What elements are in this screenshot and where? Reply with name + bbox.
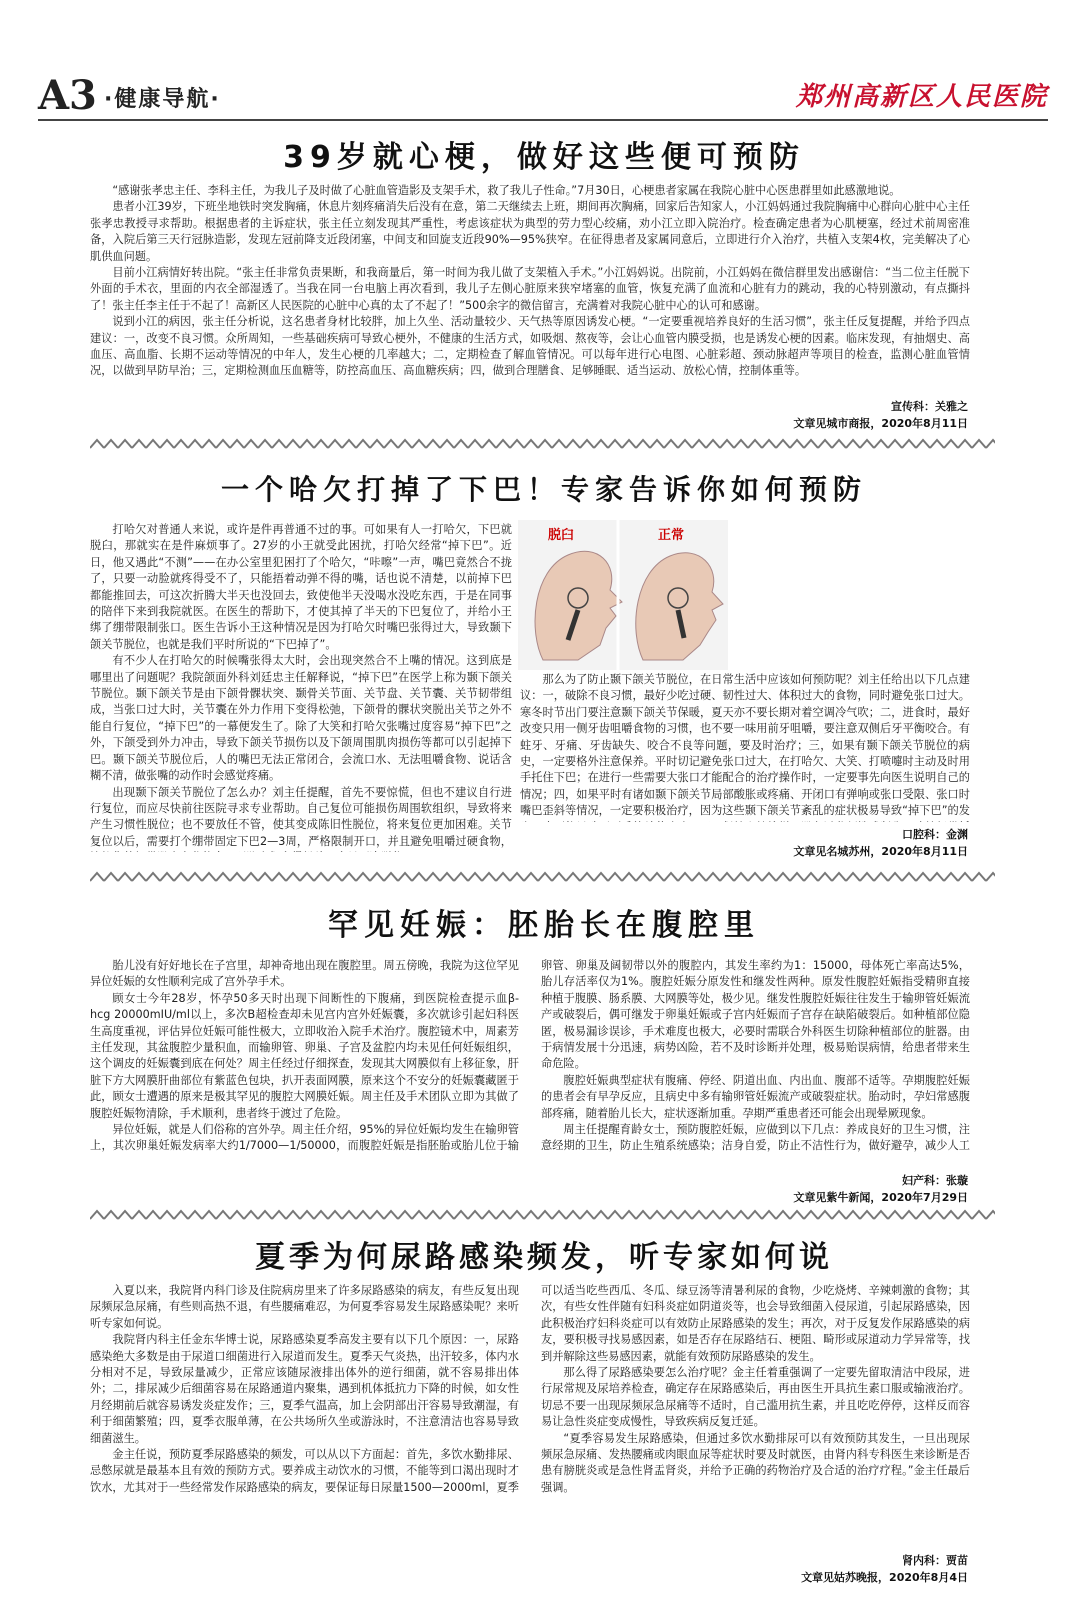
article-1-title: 39岁就心梗，做好这些便可预防: [283, 140, 805, 175]
article-3-paragraph: 腹腔妊娠典型症状有腹痛、停经、阴道出血、内出血、腹部不适等。孕期腹腔妊娠的患者会有早孕反应，且病史中多有输卵管妊娠流产或破裂症状。胎动时，孕妇常感腹部疼痛，随着胎儿长大，症状逐渐加重。孕期严重患者还可能会出现晕厥现象。: [541, 1073, 970, 1120]
article-4-author: 肾内科：贾苗: [902, 1554, 968, 1567]
article-4-source: 文章见姑苏晚报，2020年8月4日: [801, 1571, 968, 1584]
section-divider: [90, 870, 995, 884]
page-header: [38, 70, 1048, 118]
article-1-source: 文章见城市商报，2020年8月11日: [793, 417, 968, 430]
article-2-credit: [700, 826, 968, 860]
article-3-title: 罕见妊娠：胚胎长在腹腔里: [328, 908, 760, 943]
article-2-paragraph: 出现颞下颌关节脱位了怎么办？刘主任提醒，首先不要惊慌，但也不建议自行进行复位，而应尽快前往医院寻求专业帮助。自己复位可能损伤周围软组织，导致将来产生习惯性脱位；也不要放任不管，使其变成陈旧性脱位，将来复位更加困难。关节复位以后，需要打个绷带固定下巴2—3周，严格限制开口，并且避免咀嚼过硬食物，: [90, 785, 512, 848]
jaw-illustration: [518, 520, 728, 670]
article-4-title: 夏季为何尿路感染频发，听专家如何说: [255, 1240, 833, 1275]
article-3-paragraph: 胎儿没有好好地长在子宫里，却神奇地出现在腹腔里。周五傍晚，我院为这位罕见异位妊娠的女性顺利完成了宫外孕手术。: [90, 959, 519, 989]
article-2-body-left: [90, 522, 512, 852]
article-2-title: 一个哈欠打掉了下巴！专家告诉你如何预防: [220, 473, 867, 506]
article-4-body: [90, 1283, 970, 1548]
article-1-paragraph: 说到小江的病因，张主任分析说，这名患者身材比较胖，加上久坐、活动量较少、天气热等原因诱发心梗。“一定要重视培养良好的生活习惯”，张主任反复提醒，并给予四点建议：一，改变不良习惯。众所周知，一些基础疾病可导致心梗外，不健康的生活方式，如吸烟、熬夜等，会让心血管内膜受损，也是诱发心梗的因素。临床发现，有抽烟史、高血压、高血脂、长期不运动等情况的中年人，发生心梗的几率越大；二，定期检查了解血管情况。可以每年进行心电图、心脏彩超、颈动脉超声等项目的检查，监测心脏血管情况，以做到早防早治；三，定期检测血压血糖等，防控高血压、高血糖疾病；四，做到合理膳食、足够睡眠、适当运动、放松心情，控制体重等。: [90, 315, 970, 378]
article-3-author: 妇产科：张璇: [902, 1174, 968, 1187]
article-1-paragraph: 患者小江39岁，下班坐地铁时突发胸痛，休息片刻疼痛消失后没有在意，第二天继续去上班，期间再次胸痛，回家后告知家人，小江妈妈通过我院胸痛中心群向心脏中心主任张孝忠教授寻求帮助。根据患者的主诉症状，张主任立刻发现其严重性，考虑该症状为典型的劳力型心绞痛，劝小江立即入院治疗。检查确定患者为心肌梗塞，经过术前周密准备，入院后第三天行冠脉造影，发现左冠前降支近段闭塞，中间支和回旋支近段90%—95%狭窄。在征得患者及家属同意后，立即进行介入治疗，共植入支架4枚，完美解决了心肌供血问题。: [90, 200, 970, 263]
article-3-body: [90, 958, 970, 1168]
article-3-credit: [700, 1172, 968, 1206]
article-2-paragraph: 那么为了防止颞下颌关节脱位，在日常生活中应该如何预防呢？刘主任给出以下几点建议：一，破除不良习惯，最好少吃过硬、韧性过大、体积过大的食物，同时避免张口过大。寒冬时节出门要注意颞下颌关节保暖，夏天亦不要长期对着空调冷气吹；二，进食时，最好改变只用一侧牙齿咀嚼食物的习惯，也不要一味用前牙咀嚼，要注意双侧后牙平衡咬合。有蛀牙、牙痛、牙齿缺失、咬合不良等问题，要及时治疗；三，如果有颞下颌关节脱位的病史，一定要格外注意保养。平时切记避免张口过大，在打哈欠、大笑、打喷嚏时主动及时用手托住下巴；在进行一些需要大张口才能配合的治疗操作时，一定要事先向医生说明自己的情况；四，如果平时有诸如颞下颌关节局部酸胀或疼痛、开闭口有弹响或张口受限、张口时嘴巴歪斜等情况，一定要积极治疗，因为这些颞下颌关节紊乱的症状极易导致“掉下巴”的发: [520, 673, 970, 818]
article-1-paragraph: 目前小江病情好转出院。“张主任非常负责果断，和我商量后，第一时间为我儿做了支架植入手术。”小江妈妈说。出院前，小江妈妈在微信群里发出感谢信：“当二位主任脱下外面的手术衣，里面的内衣全部湿透了。当我在同一台电脑上再次看到，我儿子左侧心脏原来狭窄堵塞的血管，恢复充满了血流和心脏有力的跳动，我的心特别激动，有点撕抖了！张主任李主任于不起了！高新区人民医院的心脏中心真的太了不起了！”500余字的微信留言，充满着对我院心脏中心的认可和感谢。: [90, 266, 970, 312]
article-4-paragraph: 我院肾内科主任金东华博士说，尿路感染夏季高发主要有以下几个原因：一，尿路感染绝大多数是由于尿道口细菌进行入尿道而发生。夏季天气炎热，出汗较多，体内水分相对不足，导致尿量减少，正常应该随尿液排出体外的逆行细菌，就不容易排出体外；二，排尿减少后细菌容易在尿路通道内聚集，遇到机体抵抗力下降的时候，如女性月经期前后就容易诱发炎症发作；三，夏季气温高，加上会阴部出汗容易导致潮湿，有利于细菌繁殖；四，夏季衣服单薄，在公共场所久坐或游泳时，不注意清洁也容易导致细菌滋生。: [90, 1333, 519, 1445]
article-4-paragraph: 金主任说，预防夏季尿路感染的频发，可以从以下方面起：首先，多饮水勤排尿、忌憋尿就是最基本且有效的预防方式。要养成主动饮水的习惯，不能等到口渴出现时才饮水，尤其对于一些经常发作尿路感染的病友，要保证每日尿量1500—2000ml，夏季可以适当吃些西瓜、冬瓜、绿豆汤等清暑利尿的食物，少吃烧烤、辛辣刺激的食物；其次，有些女性伴随有妇科炎症如阴道炎等，也会导致细菌入侵尿道，引起尿路感染，因此积极治疗妇科炎症可以有效防止尿路感染的发生；再次，对于反复发作尿路感染的病友，要积极寻找易感因素，如是否存在尿路结石、梗阻、畸形或尿道动力学异常等，找到并解除这些易感因素，就能有效预防尿路感染的发生。: [90, 1284, 970, 1494]
article-4-paragraph: 入夏以来，我院肾内科门诊及住院病房里来了许多尿路感染的病友，有些反复出现尿频尿急尿痛，有些则高热不退，有些腰痛难忍，为何夏季容易发生尿路感染呢？来听听专家如何说。: [90, 1284, 519, 1330]
header-rule: [38, 119, 1048, 121]
article-2-author: 口腔科：金渊: [902, 828, 968, 841]
section-name: ·健康导航·: [104, 87, 221, 112]
article-1-paragraph: “感谢张孝忠主任、李科主任，为我儿子及时做了心脏血管造影及支架手术，救了我儿子性命。”7月30日，心梗患者家属在我院心脏中心医患群里如此感激地说。: [112, 184, 901, 197]
article-2-body-right: [520, 672, 970, 822]
article-1-author: 宣传科：关雅之: [891, 400, 968, 413]
illustration-label-normal: 正常: [658, 528, 685, 543]
article-2-paragraph: 有不少人在打哈欠的时候嘴张得太大时，会出现突然合不上嘴的情况。这到底是哪里出了问题呢？我院颌面外科刘廷忠主任解释说，“掉下巴”在医学上称为颞下颌关节脱位。颞下颌关节是由下颌骨髁状突、颞骨关节面、关节盘、关节囊、关节韧带组成，当张口过大时，关节囊在外力作用下变得松弛，下颌骨的髁状突脱出关节之外不能自行复位，“掉下巴”的一幕便发生了。除了大笑和打哈欠张嘴过度容易“掉下巴”之外，下颌受到外力冲击，导致下颌关节损伤以及下颌周围肌肉损伤等都可以引起掉下巴。颞下颌关节脱位后，人的嘴巴无法正常闭合，会流口水、无法咀嚼食物、说话含糊不清，做张嘴的动作时会感觉疼痛。: [90, 654, 512, 783]
article-3-paragraph: 异位妊娠，就是人们俗称的宫外孕。周主任介绍，95%的异位妊娠均发生在输卵管上，其次卵巢妊娠发病率大约1/7000—1/50000，而腹腔妊娠是指胚胎或胎儿位于输卵管、卵巢及阔韧带以外的腹腔内，其发生率约为1：15000，母体死亡率高达5%，胎儿存活率仅为1%。腹腔妊娠分原发性和继发性两种。原发性腹腔妊娠指受精卵直接种植于腹膜、肠系膜、大网膜等处，极少见。继发性腹腔妊娠往往发生于输卵管妊娠流产或破裂后，偶可继发于卵巢妊娠或子宫内妊娠而子宫存在缺陷破裂后。如种植部位隐匿，极易漏诊误诊，手术难度也极大，必要时需联合外科医生切除种植部位的脏器。由于病情发展十分迅速，病势凶险，若不及时诊断并处理，极易贻误病情，给患者带来生命危险。: [90, 959, 970, 1153]
article-3-paragraph: 周主任提醒育龄女士，预防腹腔妊娠，应做到以下几点：养成良好的卫生习惯，注意经期的卫生，防止生殖系统感染；洁身自爱，防止不洁性行为，做好避孕，减少人工: [541, 1123, 970, 1153]
article-3-source: 文章见紫牛新闻，2020年7月29日: [793, 1191, 968, 1204]
illustration-label-dislocated: 脱臼: [548, 528, 575, 543]
article-2-paragraph: 打哈欠对普通人来说，或许是件再普通不过的事。可如果有人一打哈欠，下巴就脱臼，那就实在是件麻烦事了。27岁的小王就受此困扰，打哈欠经常“掉下巴”。近日，他又遇此“不测”——在办公室里犯困打了个哈欠，“咔嚓”一声，嘴巴竟然合不拢了，只要一动脸就疼得受不了，只能捂着动弹不得的嘴，话也说不清楚，以前掉下巴都能推回去，可这次折腾大半天也没回去，致使他半天没喝水没吃东西，于是在同事的陪伴下来到我院就医。在医生的帮助下，才使其掉了半天的下巴复位了，并给小王绑了绷带限制张口。医生告诉小王这种情况是因为打哈欠时嘴巴张得过大，导致颞下颌关节脱位，也就是我们平时所说的“下巴掉了”。: [90, 523, 512, 651]
article-2-source: 文章见名城苏州，2020年8月11日: [793, 845, 968, 858]
article-4-paragraph: 那么得了尿路感染要怎么治疗呢？金主任着重强调了一定要先留取清洁中段尿，进行尿常规及尿培养检查，确定存在尿路感染后，再由医生开具抗生素口服或输液治疗。切忌不要一出现尿频尿急尿痛等不适时，自己滥用抗生素，并且吃吃停停，这样反而容易让急性炎症变成慢性，导致疾病反复迁延。: [541, 1366, 970, 1429]
article-3-paragraph: 顾女士今年28岁，怀孕50多天时出现下间断性的下腹痛，到医院检查提示血β-hcg 20000mIU/ml以上，多次B超检查却未见宫内宫外妊娠囊，多次就诊引起妇科医生高度重视，评估异位妊娠可能性极大，立即收治入院手术治疗。腹腔镜术中，周素芳主任发现，其盆腹腔少量积血，而输卵管、卵巢、子宫及盆腔内均未见任何妊娠组织，这个调皮的妊娠囊到底在何处？周主任经过仔细探查，发现其大网膜似有上移征象，肝脏下方大网膜肝曲部位有紫蓝色包块，扒开表面网膜，原来这个不安分的妊娠囊藏匿于此，顾女士遭遇的原来是极其罕见的腹腔大网膜妊娠。周主任及手术团队立即为其做了腹腔妊娠物清除，手术顺利，患者终于渡过了危险。: [90, 991, 519, 1120]
article-4-paragraph: “夏季容易发生尿路感染，但通过多饮水勤排尿可以有效预防其发生，一旦出现尿频尿急尿痛、发热腰痛或肉眼血尿等症状时要及时就医，由肾内科专科医生来诊断是否患有膀胱炎或是急性肾盂肾炎，并给予正确的药物治疗及合适的治疗疗程。”金主任最后强调。: [541, 1431, 970, 1494]
section-divider: [90, 1208, 995, 1222]
section-divider: [90, 437, 995, 451]
article-4-credit: [700, 1552, 968, 1586]
hospital-name: 郑州高新区人民医院: [795, 82, 1048, 112]
article-1-body: [90, 183, 970, 380]
page-number: A3: [38, 72, 97, 119]
article-1-credit: [700, 398, 968, 432]
